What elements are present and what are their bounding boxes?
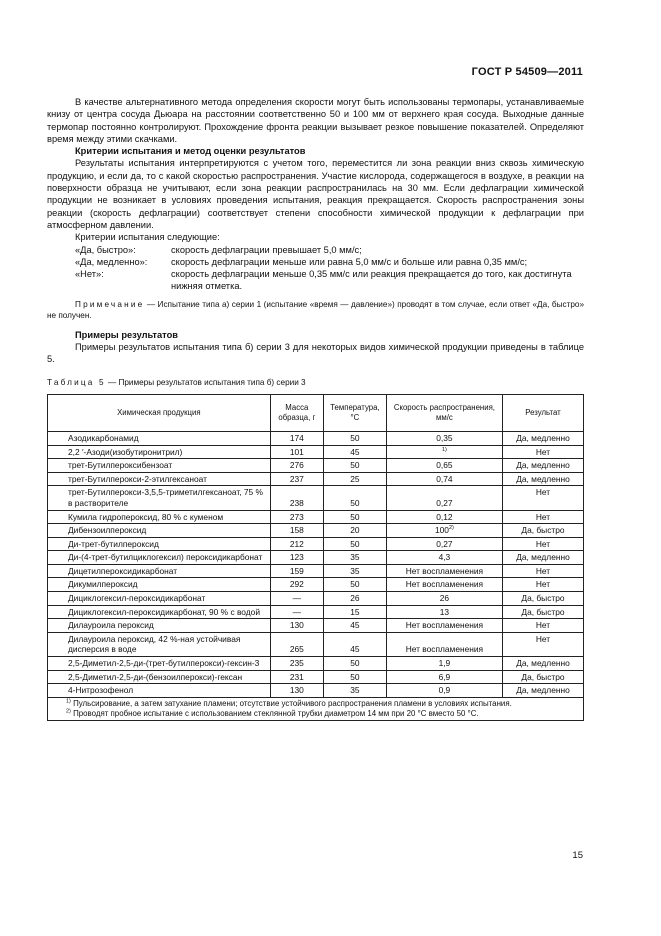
- mass-cell: 273: [270, 510, 323, 524]
- speed-value: 0,35: [436, 432, 453, 443]
- product-name-cell: Дициклогексил-пероксидикарбонат, 90 % с водой: [48, 605, 271, 619]
- table-row: [48, 445, 584, 459]
- footnote-text: Пульсирование, а затем затухание пламени; отсутствие устойчивого распространения пламени в условиях испытания.: [70, 698, 512, 708]
- temperature-cell: 50: [323, 459, 386, 473]
- result-cell: Да, медленно: [502, 551, 583, 565]
- table-caption: [47, 377, 584, 389]
- criteria-intro: Критерии испытания следующие:: [75, 232, 220, 243]
- table-header-row: [48, 394, 584, 431]
- paragraph-criteria: Результаты испытания интерпретируются с учетом того, переместится ли зона реакции вниз сквозь химическую продукцию, и если да, то с какой скоростью распространения. Участие кислорода, содержащегося в воздухе, в реакции на поверхности образца не учитывают, если зона реакции распространилась на 30 мм. Если дефлаграции химической продукции не возникает в условиях проведения испытания, реакция прекращается. Скорость распространения зоны реакции (скорость дефлаграции) соответствует степени способности химической продукции к дефлаграции при атмосферном давлении.: [47, 158, 584, 230]
- result-cell: Нет: [502, 632, 583, 656]
- temperature-cell: 50: [323, 431, 386, 445]
- product-name-cell: Кумила гидропероксид, 80 % с куменом: [48, 510, 271, 524]
- temperature-cell: 35: [323, 684, 386, 698]
- table-caption-label: Таблица 5: [47, 377, 106, 387]
- speed-value: Нет воспламенения: [405, 620, 484, 631]
- criteria-item: [75, 268, 584, 293]
- mass-cell: 292: [270, 578, 323, 592]
- table-row: [48, 472, 584, 486]
- table-caption-text: — Примеры результатов испытания типа б) серии 3: [105, 377, 306, 387]
- page-number: 15: [572, 850, 583, 861]
- table-row: [48, 632, 584, 656]
- speed-cell: [386, 592, 502, 606]
- table-body: [48, 431, 584, 697]
- result-cell: Нет: [502, 445, 583, 459]
- temperature-cell: 20: [323, 524, 386, 538]
- speed-cell: [386, 537, 502, 551]
- heading-examples: Примеры результатов: [75, 329, 178, 340]
- criteria-item: [75, 244, 584, 256]
- speed-value: 0,27: [436, 538, 453, 549]
- product-name-cell: трет-Бутилпероксибензоат: [48, 459, 271, 473]
- speed-cell: [386, 510, 502, 524]
- temperature-cell: 45: [323, 632, 386, 656]
- speed-value: 100: [434, 525, 449, 536]
- speed-footnote-mark: 1): [441, 446, 447, 453]
- temperature-cell: 50: [323, 657, 386, 671]
- result-cell: Нет: [502, 619, 583, 633]
- temperature-cell: 50: [323, 510, 386, 524]
- speed-value: 0,27: [436, 497, 453, 508]
- result-cell: Нет: [502, 578, 583, 592]
- product-name-cell: Дициклогексил-пероксидикарбонат: [48, 592, 271, 606]
- document-body: [47, 96, 584, 721]
- mass-cell: 158: [270, 524, 323, 538]
- table-row: [48, 486, 584, 510]
- product-name-cell: Ди-трет-бутилпероксид: [48, 537, 271, 551]
- mass-cell: —: [270, 605, 323, 619]
- table-row: [48, 657, 584, 671]
- table-row: [48, 684, 584, 698]
- speed-cell: [386, 524, 502, 538]
- mass-cell: 231: [270, 670, 323, 684]
- table-row: [48, 670, 584, 684]
- table-row: [48, 431, 584, 445]
- mass-cell: 123: [270, 551, 323, 565]
- speed-cell: [386, 632, 502, 656]
- speed-value: 0,12: [436, 511, 453, 522]
- speed-value: 0,65: [436, 460, 453, 471]
- temperature-cell: 50: [323, 578, 386, 592]
- speed-cell: [386, 578, 502, 592]
- product-name-cell: Дилауроила пероксид, 42 %-ная устойчивая дисперсия в воде: [48, 632, 271, 656]
- temperature-cell: 25: [323, 472, 386, 486]
- speed-footnote-mark: 2): [448, 525, 454, 532]
- temperature-cell: 50: [323, 537, 386, 551]
- speed-value: Нет воспламенения: [405, 579, 484, 590]
- table-row: [48, 537, 584, 551]
- speed-cell: [386, 684, 502, 698]
- speed-cell: [386, 619, 502, 633]
- speed-cell: [386, 564, 502, 578]
- product-name-cell: 4-Нитрозофенол: [48, 684, 271, 698]
- note: [47, 299, 584, 321]
- result-cell: Нет: [502, 564, 583, 578]
- criteria-list: [47, 244, 584, 293]
- result-cell: Нет: [502, 486, 583, 510]
- column-header-speed: Скорость распространения, мм/с: [386, 394, 502, 431]
- result-cell: Нет: [502, 537, 583, 551]
- product-name-cell: Дикумилпероксид: [48, 578, 271, 592]
- speed-cell: [386, 551, 502, 565]
- mass-cell: 130: [270, 684, 323, 698]
- temperature-cell: 35: [323, 551, 386, 565]
- result-cell: Нет: [502, 510, 583, 524]
- result-cell: Да, быстро: [502, 670, 583, 684]
- table-row: [48, 605, 584, 619]
- footnote-mark: 2): [66, 708, 71, 715]
- temperature-cell: 15: [323, 605, 386, 619]
- temperature-cell: 50: [323, 670, 386, 684]
- speed-cell: [386, 670, 502, 684]
- column-header-mass: Масса образца, г: [270, 394, 323, 431]
- mass-cell: 130: [270, 619, 323, 633]
- temperature-cell: 26: [323, 592, 386, 606]
- product-name-cell: Дилауроила пероксид: [48, 619, 271, 633]
- paragraph-examples: Примеры результатов испытания типа б) серии 3 для некоторых видов химической продукции приведены в таблице 5.: [47, 342, 584, 365]
- column-header-temperature: Температура, °C: [323, 394, 386, 431]
- mass-cell: 159: [270, 564, 323, 578]
- result-cell: Да, быстро: [502, 592, 583, 606]
- criteria-key: «Да, медленно»:: [75, 256, 148, 267]
- column-header-result: Результат: [502, 394, 583, 431]
- mass-cell: 235: [270, 657, 323, 671]
- table-row: [48, 510, 584, 524]
- criteria-key: «Да, быстро»:: [75, 244, 136, 255]
- mass-cell: 276: [270, 459, 323, 473]
- footnote: [52, 709, 579, 719]
- result-cell: Да, медленно: [502, 472, 583, 486]
- table-row: [48, 578, 584, 592]
- temperature-cell: 50: [323, 486, 386, 510]
- mass-cell: 101: [270, 445, 323, 459]
- footnote-mark: 1): [66, 698, 71, 705]
- criteria-value: скорость дефлаграции меньше или равна 5,0 мм/с и больше или равна 0,35 мм/с;: [171, 256, 528, 267]
- product-name-cell: Дицетилпероксидикарбонат: [48, 564, 271, 578]
- speed-value: 6,9: [438, 671, 451, 682]
- standard-number: ГОСТ Р 54509—2011: [471, 66, 583, 78]
- product-name-cell: 2,5-Диметил-2,5-ди-(бензоилперокси)-гексан: [48, 670, 271, 684]
- result-cell: Да, медленно: [502, 657, 583, 671]
- note-text: — Испытание типа а) серии 1 (испытание «время — давление») проводят в том случае, если ответ «Да, быстро» не получен.: [47, 299, 584, 320]
- table-row: [48, 551, 584, 565]
- speed-value: Нет воспламенения: [405, 565, 484, 576]
- result-cell: Да, медленно: [502, 684, 583, 698]
- results-table: [47, 394, 584, 721]
- speed-cell: [386, 657, 502, 671]
- speed-value: 1,9: [438, 658, 451, 669]
- table-row: [48, 524, 584, 538]
- footnote-text: Проводят пробное испытание с использованием стеклянной трубки диаметром 14 мм при 20 °С вместо 50 °С.: [70, 708, 479, 718]
- mass-cell: 237: [270, 472, 323, 486]
- footnote: [52, 699, 579, 709]
- result-cell: Да, медленно: [502, 459, 583, 473]
- product-name-cell: 2,2 ′-Азоди(изобутиронитрил): [48, 445, 271, 459]
- speed-cell: [386, 445, 502, 459]
- speed-cell: [386, 431, 502, 445]
- speed-value: Нет воспламенения: [405, 644, 484, 655]
- table-row: [48, 619, 584, 633]
- mass-cell: —: [270, 592, 323, 606]
- paragraph-alternative-method: В качестве альтернативного метода определения скорости могут быть использованы термопары, устанавливаемые книзу от центра сосуда Дьюара на расстоянии соответственно 50 и 100 мм от верхнего края сосуда. Выходные данные термопар постоянно контролируют. Прохождение фронта реакции вызывает резкое повышение показателей. Определяют время между этими скачками.: [47, 97, 584, 144]
- mass-cell: 212: [270, 537, 323, 551]
- product-name-cell: Азодикарбонамид: [48, 431, 271, 445]
- table-row: [48, 592, 584, 606]
- temperature-cell: 35: [323, 564, 386, 578]
- speed-value: 13: [439, 606, 450, 617]
- criteria-item: [75, 256, 584, 268]
- speed-cell: [386, 486, 502, 510]
- product-name-cell: 2,5-Диметил-2,5-ди-(трет-бутилперокси)-гексин-3: [48, 657, 271, 671]
- table-row: [48, 564, 584, 578]
- speed-value: 26: [439, 593, 450, 604]
- result-cell: Да, быстро: [502, 605, 583, 619]
- criteria-value: скорость дефлаграции меньше 0,35 мм/с или реакция прекращается до того, как достигнута нижняя отметка.: [171, 269, 572, 292]
- criteria-key: «Нет»:: [75, 269, 104, 280]
- product-name-cell: трет-Бутилперокси-3,5,5-триметилгексаноат, 75 % в растворителе: [48, 486, 271, 510]
- product-name-cell: Ди-(4-трет-бутилциклогексил) пероксидикарбонат: [48, 551, 271, 565]
- table-footnotes-row: [48, 697, 584, 720]
- speed-value: 0,9: [438, 685, 451, 696]
- column-header-product: Химическая продукция: [48, 394, 271, 431]
- temperature-cell: 45: [323, 445, 386, 459]
- mass-cell: 238: [270, 486, 323, 510]
- result-cell: Да, быстро: [502, 524, 583, 538]
- speed-cell: [386, 605, 502, 619]
- criteria-value: скорость дефлаграции превышает 5,0 мм/с;: [171, 244, 362, 255]
- mass-cell: 174: [270, 431, 323, 445]
- mass-cell: 265: [270, 632, 323, 656]
- product-name-cell: трет-Бутилперокси-2-этилгексаноат: [48, 472, 271, 486]
- temperature-cell: 45: [323, 619, 386, 633]
- table-footnotes: [48, 697, 584, 720]
- speed-cell: [386, 472, 502, 486]
- result-cell: Да, медленно: [502, 431, 583, 445]
- table-row: [48, 459, 584, 473]
- speed-value: 0,74: [436, 473, 453, 484]
- note-label: Примечание: [75, 299, 145, 309]
- heading-criteria: Критерии испытания и метод оценки результатов: [75, 146, 306, 157]
- speed-cell: [386, 459, 502, 473]
- product-name-cell: Дибензоилпероксид: [48, 524, 271, 538]
- speed-value: 4,3: [438, 552, 451, 563]
